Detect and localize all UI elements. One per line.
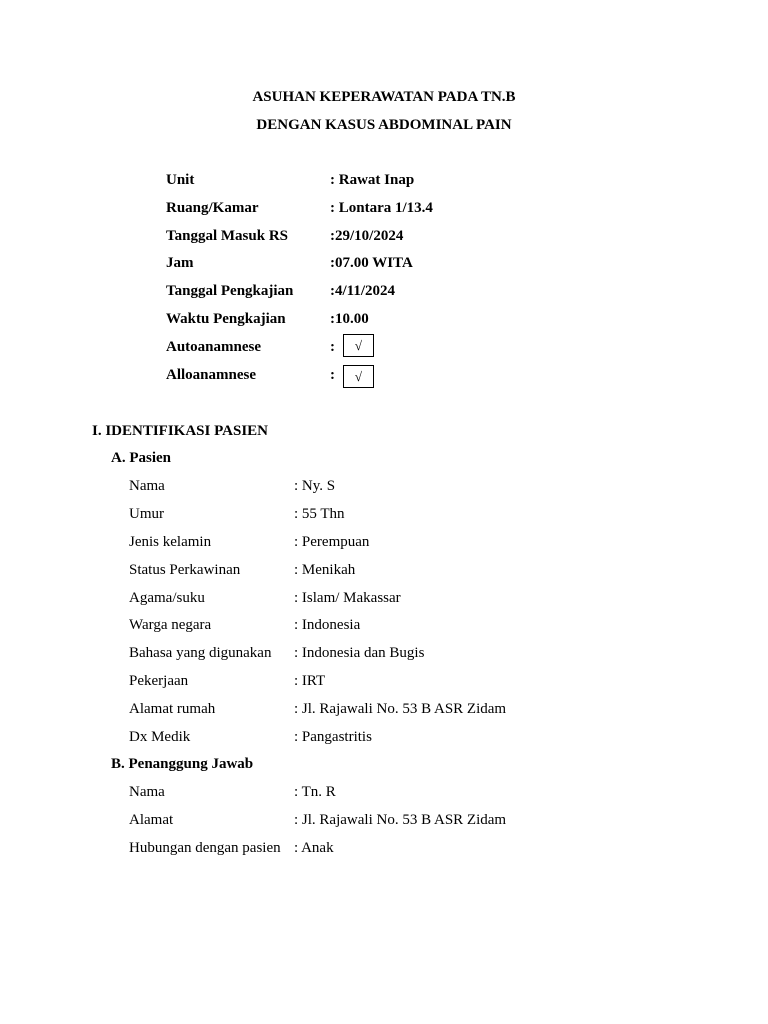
alloanamnese-checkbox[interactable]: √: [343, 365, 374, 388]
admission-value: :29/10/2024: [330, 228, 404, 244]
patient-value: : Perempuan: [294, 534, 370, 550]
patient-value: : IRT: [294, 673, 326, 689]
patient-value: : Indonesia: [294, 617, 361, 633]
admission-label: Tanggal Masuk RS: [166, 228, 288, 244]
patient-row-diagnosis: [129, 727, 629, 747]
guardian-row-relationship: [129, 838, 629, 858]
guardian-row-address: [129, 810, 629, 830]
guardian-value: : Jl. Rajawali No. 53 B ASR Zidam: [294, 812, 507, 828]
admission-value: : Lontara 1/13.4: [330, 200, 433, 216]
patient-label: Status Perkawinan: [129, 562, 241, 578]
section-heading-identification: I. IDENTIFIKASI PASIEN: [92, 423, 269, 439]
patient-row-marital-status: [129, 560, 629, 580]
patient-value: : 55 Thn: [294, 506, 345, 522]
guardian-label: Alamat: [129, 812, 174, 828]
admission-row-assessment-time: [166, 309, 566, 329]
patient-value: : Indonesia dan Bugis: [294, 645, 425, 661]
guardian-value: : Anak: [294, 840, 334, 856]
patient-label: Warga negara: [129, 617, 212, 633]
admission-value: :4/11/2024: [330, 283, 396, 299]
patient-row-sex: [129, 532, 629, 552]
patient-label: Dx Medik: [129, 729, 191, 745]
admission-row-assessment-date: [166, 281, 566, 301]
admission-label: Ruang/Kamar: [166, 200, 259, 216]
patient-label: Jenis kelamin: [129, 534, 212, 550]
document-title-line-2: DENGAN KASUS ABDOMINAL PAIN: [256, 117, 512, 133]
patient-label: Bahasa yang digunakan: [129, 645, 272, 661]
admission-row-admit-date: [166, 226, 566, 246]
admission-label: Unit: [166, 172, 195, 188]
patient-row-name: [129, 476, 629, 496]
patient-row-religion: [129, 588, 629, 608]
patient-row-age: [129, 504, 629, 524]
autoanamnese-label: Autoanamnese: [166, 339, 262, 355]
patient-label: Agama/suku: [129, 590, 205, 606]
patient-value: : Jl. Rajawali No. 53 B ASR Zidam: [294, 701, 507, 717]
guardian-row-name: [129, 782, 629, 802]
autoanamnese-checkbox[interactable]: √: [343, 334, 374, 357]
patient-row-nationality: [129, 615, 629, 635]
alloanamnese-label: Alloanamnese: [166, 367, 256, 383]
admission-label: Waktu Pengkajian: [166, 311, 286, 327]
admission-row-autoanamnese: [166, 337, 566, 357]
patient-label: Umur: [129, 506, 164, 522]
admission-value: :10.00: [330, 311, 369, 327]
admission-label: Jam: [166, 255, 194, 271]
admission-row-time: [166, 253, 566, 273]
admission-row-unit: [166, 170, 566, 190]
patient-label: Pekerjaan: [129, 673, 189, 689]
admission-label: Tanggal Pengkajian: [166, 283, 294, 299]
admission-value: :07.00 WITA: [330, 255, 413, 271]
patient-row-address: [129, 699, 629, 719]
alloanamnese-colon: :: [330, 367, 335, 383]
admission-value: : Rawat Inap: [330, 172, 415, 188]
patient-label: Alamat rumah: [129, 701, 216, 717]
guardian-label: Hubungan dengan pasien: [129, 840, 281, 856]
autoanamnese-colon: :: [330, 339, 335, 355]
guardian-value: : Tn. R: [294, 784, 336, 800]
patient-value: : Islam/ Makassar: [294, 590, 401, 606]
patient-value: : Menikah: [294, 562, 356, 578]
guardian-label: Nama: [129, 784, 165, 800]
patient-value: : Ny. S: [294, 478, 336, 494]
admission-row-room: [166, 198, 566, 218]
patient-row-language: [129, 643, 629, 663]
patient-label: Nama: [129, 478, 165, 494]
subsection-heading-patient: A. Pasien: [111, 450, 171, 466]
patient-value: : Pangastritis: [294, 729, 372, 745]
document-title-line-1: ASUHAN KEPERAWATAN PADA TN.B: [252, 89, 516, 105]
subsection-heading-guardian: B. Penanggung Jawab: [111, 756, 254, 772]
patient-row-occupation: [129, 671, 629, 691]
admission-row-alloanamnese: [166, 365, 566, 385]
